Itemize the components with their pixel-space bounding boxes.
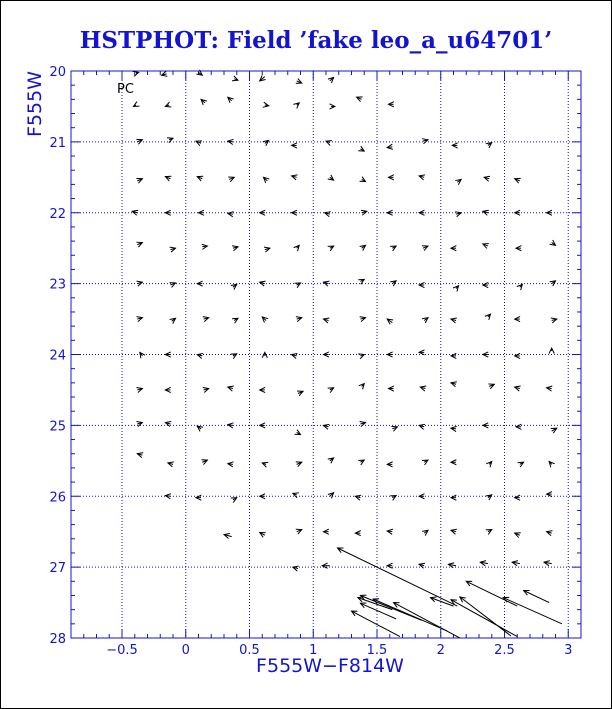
x-tick-label: 2.5: [494, 643, 515, 658]
x-tick-label: 3: [564, 643, 573, 658]
y-tick-label: 25: [49, 419, 66, 435]
y-tick-label: 24: [49, 348, 66, 364]
y-tick-label: 27: [49, 561, 66, 577]
y-tick-label: 23: [49, 277, 66, 293]
x-tick-label: 2: [436, 643, 445, 658]
y-tick-label: 20: [49, 65, 66, 80]
x-tick-label: 1: [309, 643, 318, 658]
pc-annotation: PC: [117, 82, 134, 97]
y-tick-label: 22: [49, 206, 66, 222]
y-axis-label: F555W: [24, 71, 46, 137]
y-tick-label: 26: [49, 490, 66, 506]
x-tick-label: 1.5: [366, 643, 388, 658]
x-tick-label: 0: [181, 643, 190, 658]
x-tick-label: 0.5: [239, 643, 260, 658]
x-axis-label: F555W−F814W: [256, 655, 404, 677]
y-tick-label: 28: [49, 632, 66, 647]
y-tick-label: 21: [49, 135, 66, 151]
chart-title: HSTPHOT: Field ’fake leo_a_u64701’: [79, 27, 553, 54]
x-tick-label: −0.5: [106, 643, 138, 658]
